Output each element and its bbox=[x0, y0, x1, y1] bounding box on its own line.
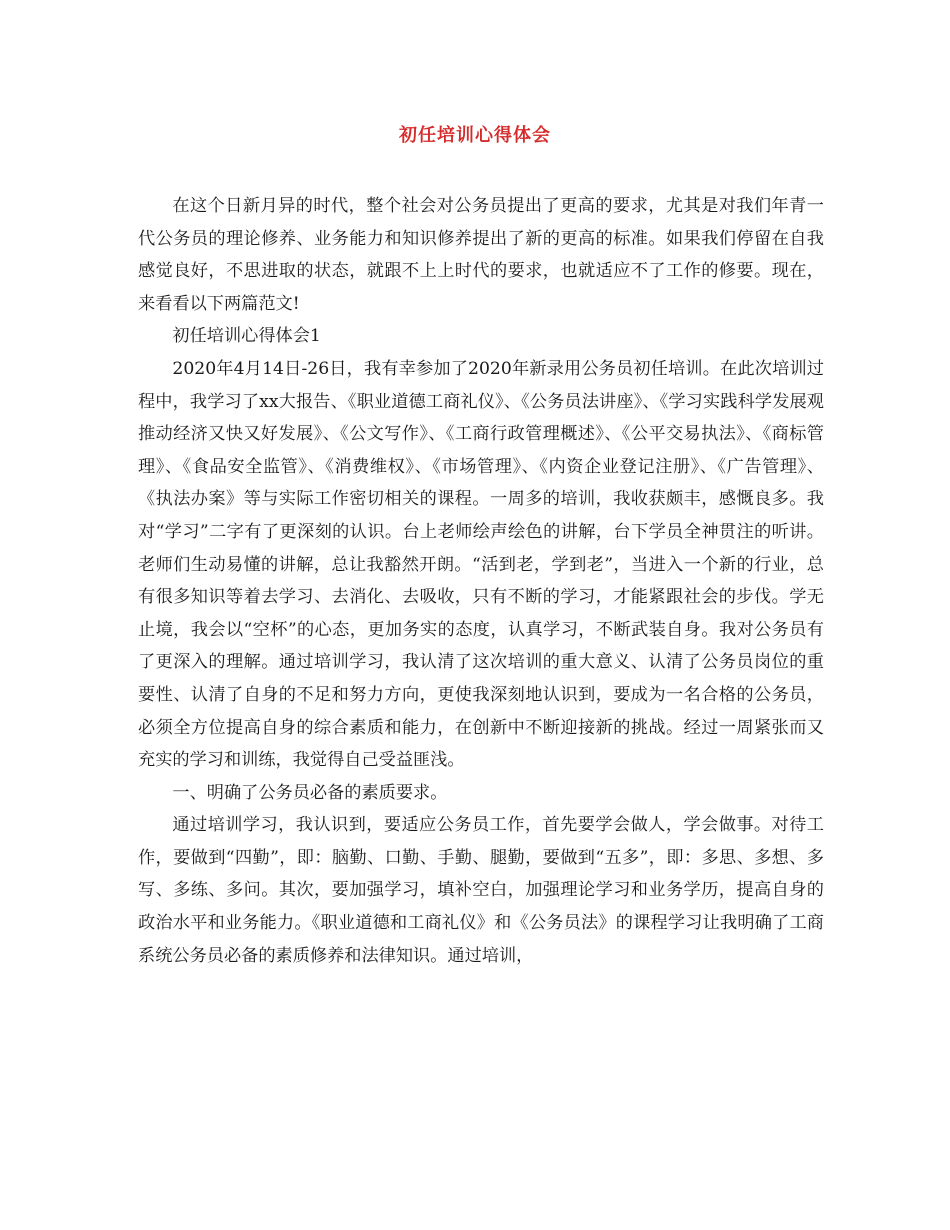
section-heading: 初任培训心得体会1 bbox=[172, 326, 321, 347]
body-paragraph: 通过培训学习，我认识到，要适应公务员工作，首先要学会做人，学会做事。对待工作，要做到“四勤”，即：脑勤、口勤、手勤、腿勤，要做到“五多”，即：多思、多想、多写、多练、多问。其次，要加强学习，填补空白，加强理论学习和业务学历，提高自身的政治水平和业务能力。《职业道德和工商礼仪》和《公务员法》的课程学习让我明确了工商系统公务员必备的素质修养和法律知识。通过培训， bbox=[138, 815, 824, 966]
body-paragraph: 2020年4月14日-26日，我有幸参加了2020年新录用公务员初任培训。在此次培训过程中，我学习了xx大报告、《职业道德工商礼仪》、《公务员法讲座》、《学习实践科学发展观推动经济又快又好发展》、《公文写作》、《工商行政管理概述》、《公平交易执法》、《商标管理》、《食品安全监管》、《消费维权》、《市场管理》、《内资企业登记注册》、《广告管理》、《执法办案》等与实际工作密切相关的课程。一周多的培训，我收获颇丰，感慨良多。我对“学习”二字有了更深刻的认识。台上老师绘声绘色的讲解，台下学员全神贯注的听讲。老师们生动易懂的讲解，总让我豁然开朗。“活到老，学到老”，当进入一个新的行业，总有很多知识等着去学习、去消化、去吸收，只有不断的学习，才能紧跟社会的步伐。学无止境，我会以“空杯”的心态，更加务实的态度，认真学习，不断武装自身。我对公务员有了更深入的理解。通过培训学习，我认清了这次培训的重大意义、认清了公务员岗位的重要性、认清了自身的不足和努力方向，更使我深刻地认识到，要成为一名合格的公务员，必须全方位提高自身的综合素质和能力，在创新中不断迎接新的挑战。经过一周紧张而又充实的学习和训练，我觉得自己受益匪浅。 bbox=[138, 358, 824, 771]
document-body bbox=[138, 190, 824, 972]
subsection-heading: 一、明确了公务员必备的素质要求。 bbox=[172, 782, 448, 803]
document-title: 初任培训心得体会 bbox=[399, 125, 551, 146]
intro-paragraph: 在这个日新月异的时代，整个社会对公务员提出了更高的要求，尤其是对我们年青一代公务员的理论修养、业务能力和知识修养提出了新的更高的标准。如果我们停留在自我感觉良好，不思进取的状态，就跟不上上时代的要求，也就适应不了工作的修要。现在，来看看以下两篇范文! bbox=[138, 196, 824, 314]
